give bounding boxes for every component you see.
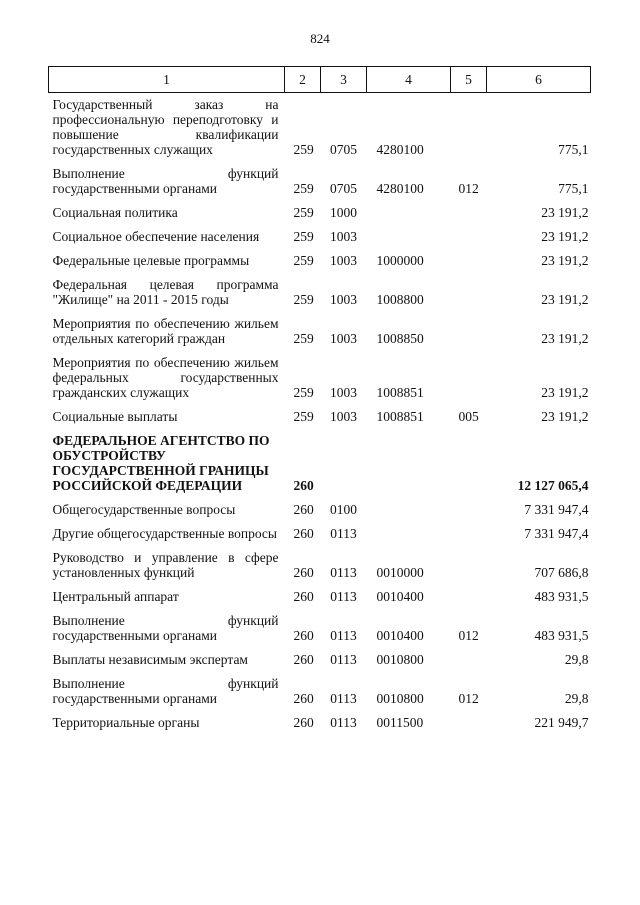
table-row bbox=[49, 162, 591, 201]
table-row bbox=[49, 648, 591, 672]
table-row bbox=[49, 351, 591, 405]
row-target-code bbox=[367, 201, 451, 225]
row-expense-code bbox=[451, 249, 487, 273]
row-target-code: 1008800 bbox=[376, 292, 424, 307]
header-col-5: 5 bbox=[451, 67, 487, 93]
row-section-code: 0705 bbox=[330, 142, 357, 157]
row-expense-code bbox=[451, 93, 487, 163]
row-expense-code bbox=[451, 273, 487, 312]
row-target-code: 0010800 bbox=[376, 691, 424, 706]
row-amount: 23 191,2 bbox=[541, 229, 589, 244]
header-col-2: 2 bbox=[285, 67, 321, 93]
row-ministry-code: 260 bbox=[293, 652, 314, 667]
row-ministry-code: 259 bbox=[293, 142, 314, 157]
row-expense-code bbox=[451, 546, 487, 585]
table-row bbox=[49, 546, 591, 585]
row-section-code: 0113 bbox=[330, 691, 357, 706]
row-section-code: 1003 bbox=[330, 229, 357, 244]
table-body bbox=[49, 93, 591, 736]
row-section-code: 0113 bbox=[330, 589, 357, 604]
header-col-6: 6 bbox=[487, 67, 591, 93]
row-ministry-code: 260 bbox=[293, 565, 314, 580]
table-row bbox=[49, 312, 591, 351]
header-col-4: 4 bbox=[367, 67, 451, 93]
row-ministry-code: 260 bbox=[293, 691, 314, 706]
row-amount: 775,1 bbox=[558, 142, 589, 157]
row-expense-code bbox=[451, 711, 487, 735]
row-amount: 29,8 bbox=[564, 691, 589, 706]
row-expense-code bbox=[451, 585, 487, 609]
row-target-code bbox=[367, 225, 451, 249]
row-name: Другие общегосударственные вопросы bbox=[52, 526, 277, 541]
row-target-code: 0010400 bbox=[376, 589, 424, 604]
row-ministry-code: 260 bbox=[293, 478, 314, 493]
row-target-code bbox=[367, 522, 451, 546]
row-expense-code bbox=[451, 225, 487, 249]
row-name: Выполнение функций государственными органами bbox=[52, 676, 279, 706]
page-number: 824 bbox=[310, 31, 330, 46]
table-row bbox=[49, 522, 591, 546]
row-ministry-code: 259 bbox=[293, 253, 314, 268]
row-ministry-code: 259 bbox=[293, 205, 314, 220]
row-name: ФЕДЕРАЛЬНОЕ АГЕНТСТВО ПО ОБУСТРОЙСТВУ ГОСУДАРСТВЕННОЙ ГРАНИЦЫ РОССИЙСКОЙ ФЕДЕРАЦИИ bbox=[52, 433, 270, 493]
row-ministry-code: 259 bbox=[293, 229, 314, 244]
table-row bbox=[49, 249, 591, 273]
row-section-code: 1003 bbox=[330, 253, 357, 268]
row-expense-code: 012 bbox=[458, 691, 479, 706]
row-target-code bbox=[367, 498, 451, 522]
row-target-code: 1000000 bbox=[376, 253, 424, 268]
row-amount: 775,1 bbox=[558, 181, 589, 196]
row-section-code: 1003 bbox=[330, 385, 357, 400]
row-ministry-code: 259 bbox=[293, 331, 314, 346]
row-amount: 483 931,5 bbox=[534, 628, 589, 643]
row-amount: 7 331 947,4 bbox=[524, 502, 589, 517]
row-name: Социальные выплаты bbox=[52, 409, 178, 424]
table-row bbox=[49, 273, 591, 312]
row-section-code: 0113 bbox=[330, 526, 357, 541]
budget-table bbox=[48, 66, 591, 735]
row-amount: 221 949,7 bbox=[534, 715, 589, 730]
table-row bbox=[49, 405, 591, 429]
row-expense-code: 012 bbox=[458, 181, 479, 196]
row-name: Государственный заказ на профессиональную переподготовку и повышение квалификации государственных служащих bbox=[52, 97, 279, 157]
row-name: Федеральные целевые программы bbox=[52, 253, 250, 268]
row-name: Общегосударственные вопросы bbox=[52, 502, 236, 517]
row-section-code: 0113 bbox=[330, 715, 357, 730]
table-header bbox=[49, 67, 591, 93]
table-row bbox=[49, 609, 591, 648]
row-ministry-code: 260 bbox=[293, 715, 314, 730]
row-amount: 23 191,2 bbox=[541, 409, 589, 424]
row-section-code: 0705 bbox=[330, 181, 357, 196]
row-section-code bbox=[321, 429, 367, 498]
row-target-code: 0010800 bbox=[376, 652, 424, 667]
row-expense-code bbox=[451, 351, 487, 405]
row-expense-code bbox=[451, 201, 487, 225]
row-ministry-code: 259 bbox=[293, 292, 314, 307]
row-target-code: 0010400 bbox=[376, 628, 424, 643]
row-target-code: 1008850 bbox=[376, 331, 424, 346]
row-ministry-code: 259 bbox=[293, 409, 314, 424]
table-row bbox=[49, 225, 591, 249]
row-amount: 483 931,5 bbox=[534, 589, 589, 604]
row-ministry-code: 260 bbox=[293, 628, 314, 643]
row-target-code: 0010000 bbox=[376, 565, 424, 580]
row-ministry-code: 259 bbox=[293, 181, 314, 196]
row-expense-code bbox=[451, 648, 487, 672]
header-col-3: 3 bbox=[321, 67, 367, 93]
row-expense-code: 005 bbox=[458, 409, 479, 424]
row-name: Территориальные органы bbox=[52, 715, 200, 730]
table-row bbox=[49, 585, 591, 609]
row-section-code: 0113 bbox=[330, 652, 357, 667]
row-expense-code bbox=[451, 429, 487, 498]
row-amount: 23 191,2 bbox=[541, 292, 589, 307]
row-name: Мероприятия по обеспечению жильем федеральных государственных гражданских служащих bbox=[52, 355, 279, 400]
table-row bbox=[49, 498, 591, 522]
row-name: Выполнение функций государственными органами bbox=[52, 166, 279, 196]
row-name: Федеральная целевая программа "Жилище" на 2011 - 2015 годы bbox=[52, 277, 279, 307]
header-col-1: 1 bbox=[49, 67, 285, 93]
row-amount: 29,8 bbox=[564, 652, 589, 667]
row-section-code: 1003 bbox=[330, 292, 357, 307]
row-name: Выплаты независимым экспертам bbox=[52, 652, 248, 667]
row-name: Центральный аппарат bbox=[52, 589, 179, 604]
row-expense-code bbox=[451, 312, 487, 351]
row-target-code: 1008851 bbox=[376, 385, 424, 400]
table-row bbox=[49, 201, 591, 225]
row-target-code: 1008851 bbox=[376, 409, 424, 424]
row-amount: 23 191,2 bbox=[541, 331, 589, 346]
row-amount: 707 686,8 bbox=[534, 565, 589, 580]
row-name: Социальное обеспечение населения bbox=[52, 229, 260, 244]
row-expense-code bbox=[451, 522, 487, 546]
row-ministry-code: 260 bbox=[293, 526, 314, 541]
table-row bbox=[49, 672, 591, 711]
row-section-code: 0113 bbox=[330, 628, 357, 643]
row-section-code: 1000 bbox=[330, 205, 357, 220]
row-amount: 7 331 947,4 bbox=[524, 526, 589, 541]
row-expense-code bbox=[451, 498, 487, 522]
row-amount: 23 191,2 bbox=[541, 253, 589, 268]
row-amount: 23 191,2 bbox=[541, 385, 589, 400]
table-row bbox=[49, 711, 591, 735]
row-ministry-code: 259 bbox=[293, 385, 314, 400]
row-name: Социальная политика bbox=[52, 205, 178, 220]
row-section-code: 0100 bbox=[330, 502, 357, 517]
table-row bbox=[49, 93, 591, 163]
row-section-code: 1003 bbox=[330, 331, 357, 346]
table-row bbox=[49, 429, 591, 498]
row-section-code: 0113 bbox=[330, 565, 357, 580]
row-name: Выполнение функций государственными органами bbox=[52, 613, 279, 643]
row-amount: 23 191,2 bbox=[541, 205, 589, 220]
row-name: Руководство и управление в сфере установленных функций bbox=[52, 550, 279, 580]
row-amount: 12 127 065,4 bbox=[517, 478, 589, 493]
row-expense-code: 012 bbox=[458, 628, 479, 643]
row-ministry-code: 260 bbox=[293, 589, 314, 604]
row-target-code: 0011500 bbox=[376, 715, 424, 730]
row-ministry-code: 260 bbox=[293, 502, 314, 517]
row-target-code: 4280100 bbox=[376, 142, 424, 157]
header-row bbox=[49, 67, 591, 93]
row-section-code: 1003 bbox=[330, 409, 357, 424]
row-target-code bbox=[367, 429, 451, 498]
row-name: Мероприятия по обеспечению жильем отдельных категорий граждан bbox=[52, 316, 279, 346]
row-target-code: 4280100 bbox=[376, 181, 424, 196]
